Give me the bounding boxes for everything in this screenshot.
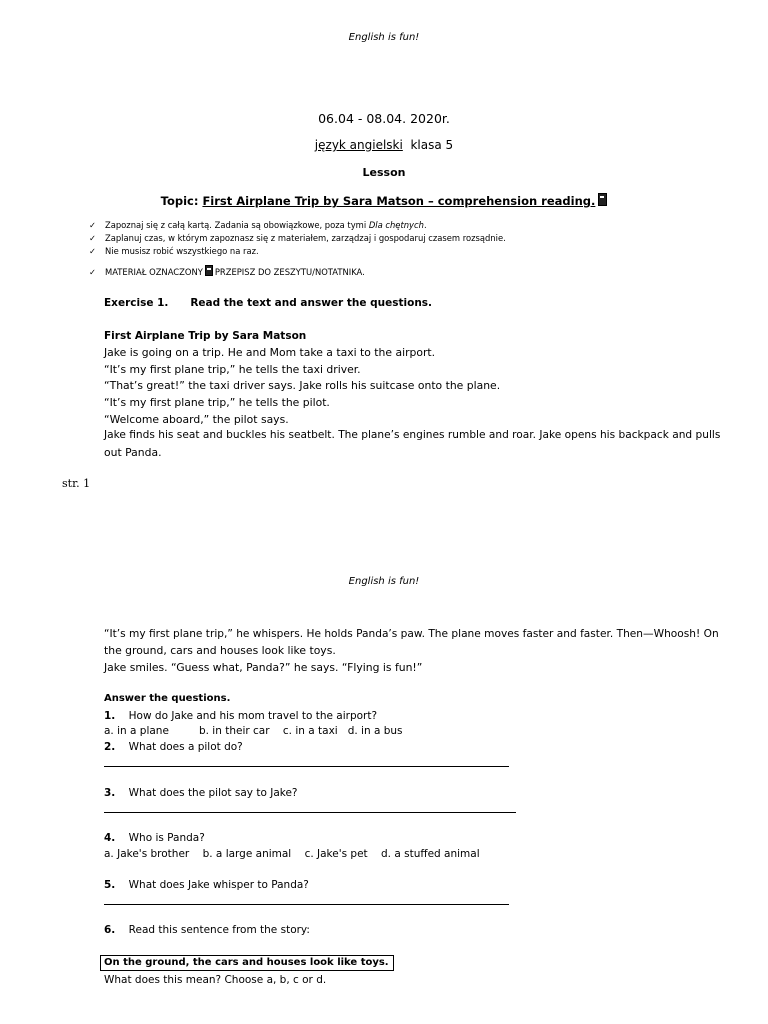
answer-line[interactable] [104,766,509,767]
question-5 [104,879,309,891]
question-1-options: a. in a plane b. in their car c. in a taxi d. in a bus [104,725,403,737]
instruction-text-end: PRZEPISZ DO ZESZYTU/NOTATNIKA. [214,267,365,277]
subject-name: język angielski [314,138,403,152]
page-header: English is fun! [348,32,420,43]
class-label: klasa 5 [410,138,454,152]
question-1 [104,710,377,722]
choose-instruction: What does this mean? Choose a, b, c or d. [104,974,327,986]
page-header: English is fun! [348,576,420,587]
topic-prefix: Topic: [160,194,203,208]
question-number: 6. [104,924,116,936]
story-line: out Panda. [104,446,162,459]
instruction-text: Nie musisz robić wszystkiego na raz. [105,246,259,256]
subject-line [0,138,768,152]
question-number: 3. [104,787,116,799]
notebook-icon [205,265,213,276]
lesson-title: Lesson [362,166,406,179]
story-line: the ground, cars and houses look like toys. [104,644,336,657]
story-line: Jake smiles. “Guess what, Panda?” he says. “Flying is fun!” [104,661,423,674]
exercise-label: Exercise 1. [104,297,169,309]
question-2 [104,741,243,753]
topic-title: First Airplane Trip by Sara Matson – comprehension reading. [202,194,596,208]
instruction-text: Zapoznaj się z całą kartą. Zadania są obowiązkowe, poza tymi [105,220,369,230]
questions-title: Answer the questions. [104,693,231,704]
story-line: Jake is going on a trip. He and Mom take a taxi to the airport. [104,346,436,359]
question-3 [104,787,298,799]
question-4 [104,832,205,844]
story-line: “Welcome aboard,” the pilot says. [104,413,289,426]
instruction-item [89,220,427,230]
instruction-text: Zaplanuj czas, w którym zapoznasz się z materiałem, zarządzaj i gospodaruj czasem rozsądnie. [105,233,506,243]
question-text: What does the pilot say to Jake? [128,787,298,799]
story-line: “It’s my first plane trip,” he tells the taxi driver. [104,363,361,376]
exercise-heading [104,297,432,309]
question-number: 2. [104,741,116,753]
question-number: 1. [104,710,116,722]
story-line: “It’s my first plane trip,” he whispers. He holds Panda’s paw. The plane moves faster and faster. Then—Whoosh! On [104,628,719,640]
question-number: 4. [104,832,116,844]
story-line: Jake finds his seat and buckles his seatbelt. The plane’s engines rumble and roar. Jake opens his backpack and pulls [104,429,721,441]
question-text: Read this sentence from the story: [128,924,310,936]
answer-line[interactable] [104,812,516,813]
question-4-options: a. Jake's brother b. a large animal c. Jake's pet d. a stuffed animal [104,848,480,860]
instruction-item [89,246,259,256]
checkmark-icon: ✓ [89,220,97,230]
instruction-item [89,265,365,277]
question-text: How do Jake and his mom travel to the airport? [128,710,378,722]
question-text: What does a pilot do? [128,741,243,753]
date-range: 06.04 - 08.04. 2020r. [318,111,450,126]
checkmark-icon: ✓ [89,246,97,256]
story-line: “That’s great!” the taxi driver says. Jake rolls his suitcase onto the plane. [104,379,501,392]
instruction-italic: Dla chętnych [368,220,424,230]
instruction-item [89,233,506,243]
exercise-instruction: Read the text and answer the questions. [190,297,433,309]
answer-line[interactable] [104,904,509,905]
question-6 [104,924,310,936]
checkmark-icon: ✓ [89,267,97,277]
boxed-sentence: On the ground, the cars and houses look like toys. [100,955,394,971]
instruction-text-end: . [423,220,427,230]
question-number: 5. [104,879,116,891]
checkmark-icon: ✓ [89,233,97,243]
question-text: What does Jake whisper to Panda? [128,879,309,891]
instruction-text: MATERIAŁ OZNACZONY [105,267,203,277]
story-line: “It’s my first plane trip,” he tells the pilot. [104,396,330,409]
story-title: First Airplane Trip by Sara Matson [104,330,307,342]
notebook-icon [598,193,607,206]
page-number: str. 1 [62,477,91,490]
topic-line [0,193,768,208]
question-text: Who is Panda? [128,832,205,844]
